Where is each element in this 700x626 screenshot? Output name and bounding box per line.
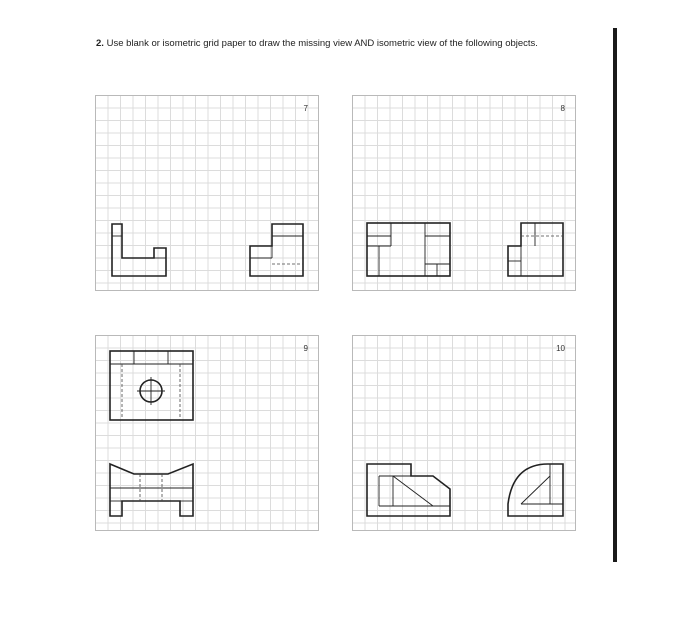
view-10-front [367, 464, 450, 516]
drawing-9 [96, 336, 320, 532]
view-10-front-edge [393, 476, 433, 506]
view-7-side [250, 224, 303, 276]
grid-panel-9 [95, 335, 319, 531]
instructions-text: Use blank or isometric grid paper to draw the missing view AND isometric view of the following objects. [103, 38, 538, 49]
drawing-10 [353, 336, 577, 532]
problem-number-7: 7 [303, 104, 308, 113]
problem-number-8: 8 [560, 104, 565, 113]
view-9-front [110, 464, 193, 516]
drawing-7 [96, 96, 320, 292]
problem-number-9: 9 [303, 344, 308, 353]
instructions [96, 37, 566, 50]
drawing-8 [353, 96, 577, 292]
view-10-side-edge [521, 476, 550, 504]
grid-panel-10 [352, 335, 576, 531]
grid-panel-7 [95, 95, 319, 291]
question-number: 2. [96, 38, 104, 49]
grid-panel-8 [352, 95, 576, 291]
view-7-front [112, 224, 166, 276]
view-8-side [508, 223, 563, 276]
problem-number-10: 10 [556, 344, 565, 353]
page-side-bar [613, 28, 617, 562]
view-8-top [367, 223, 450, 276]
view-9-top [110, 351, 193, 420]
